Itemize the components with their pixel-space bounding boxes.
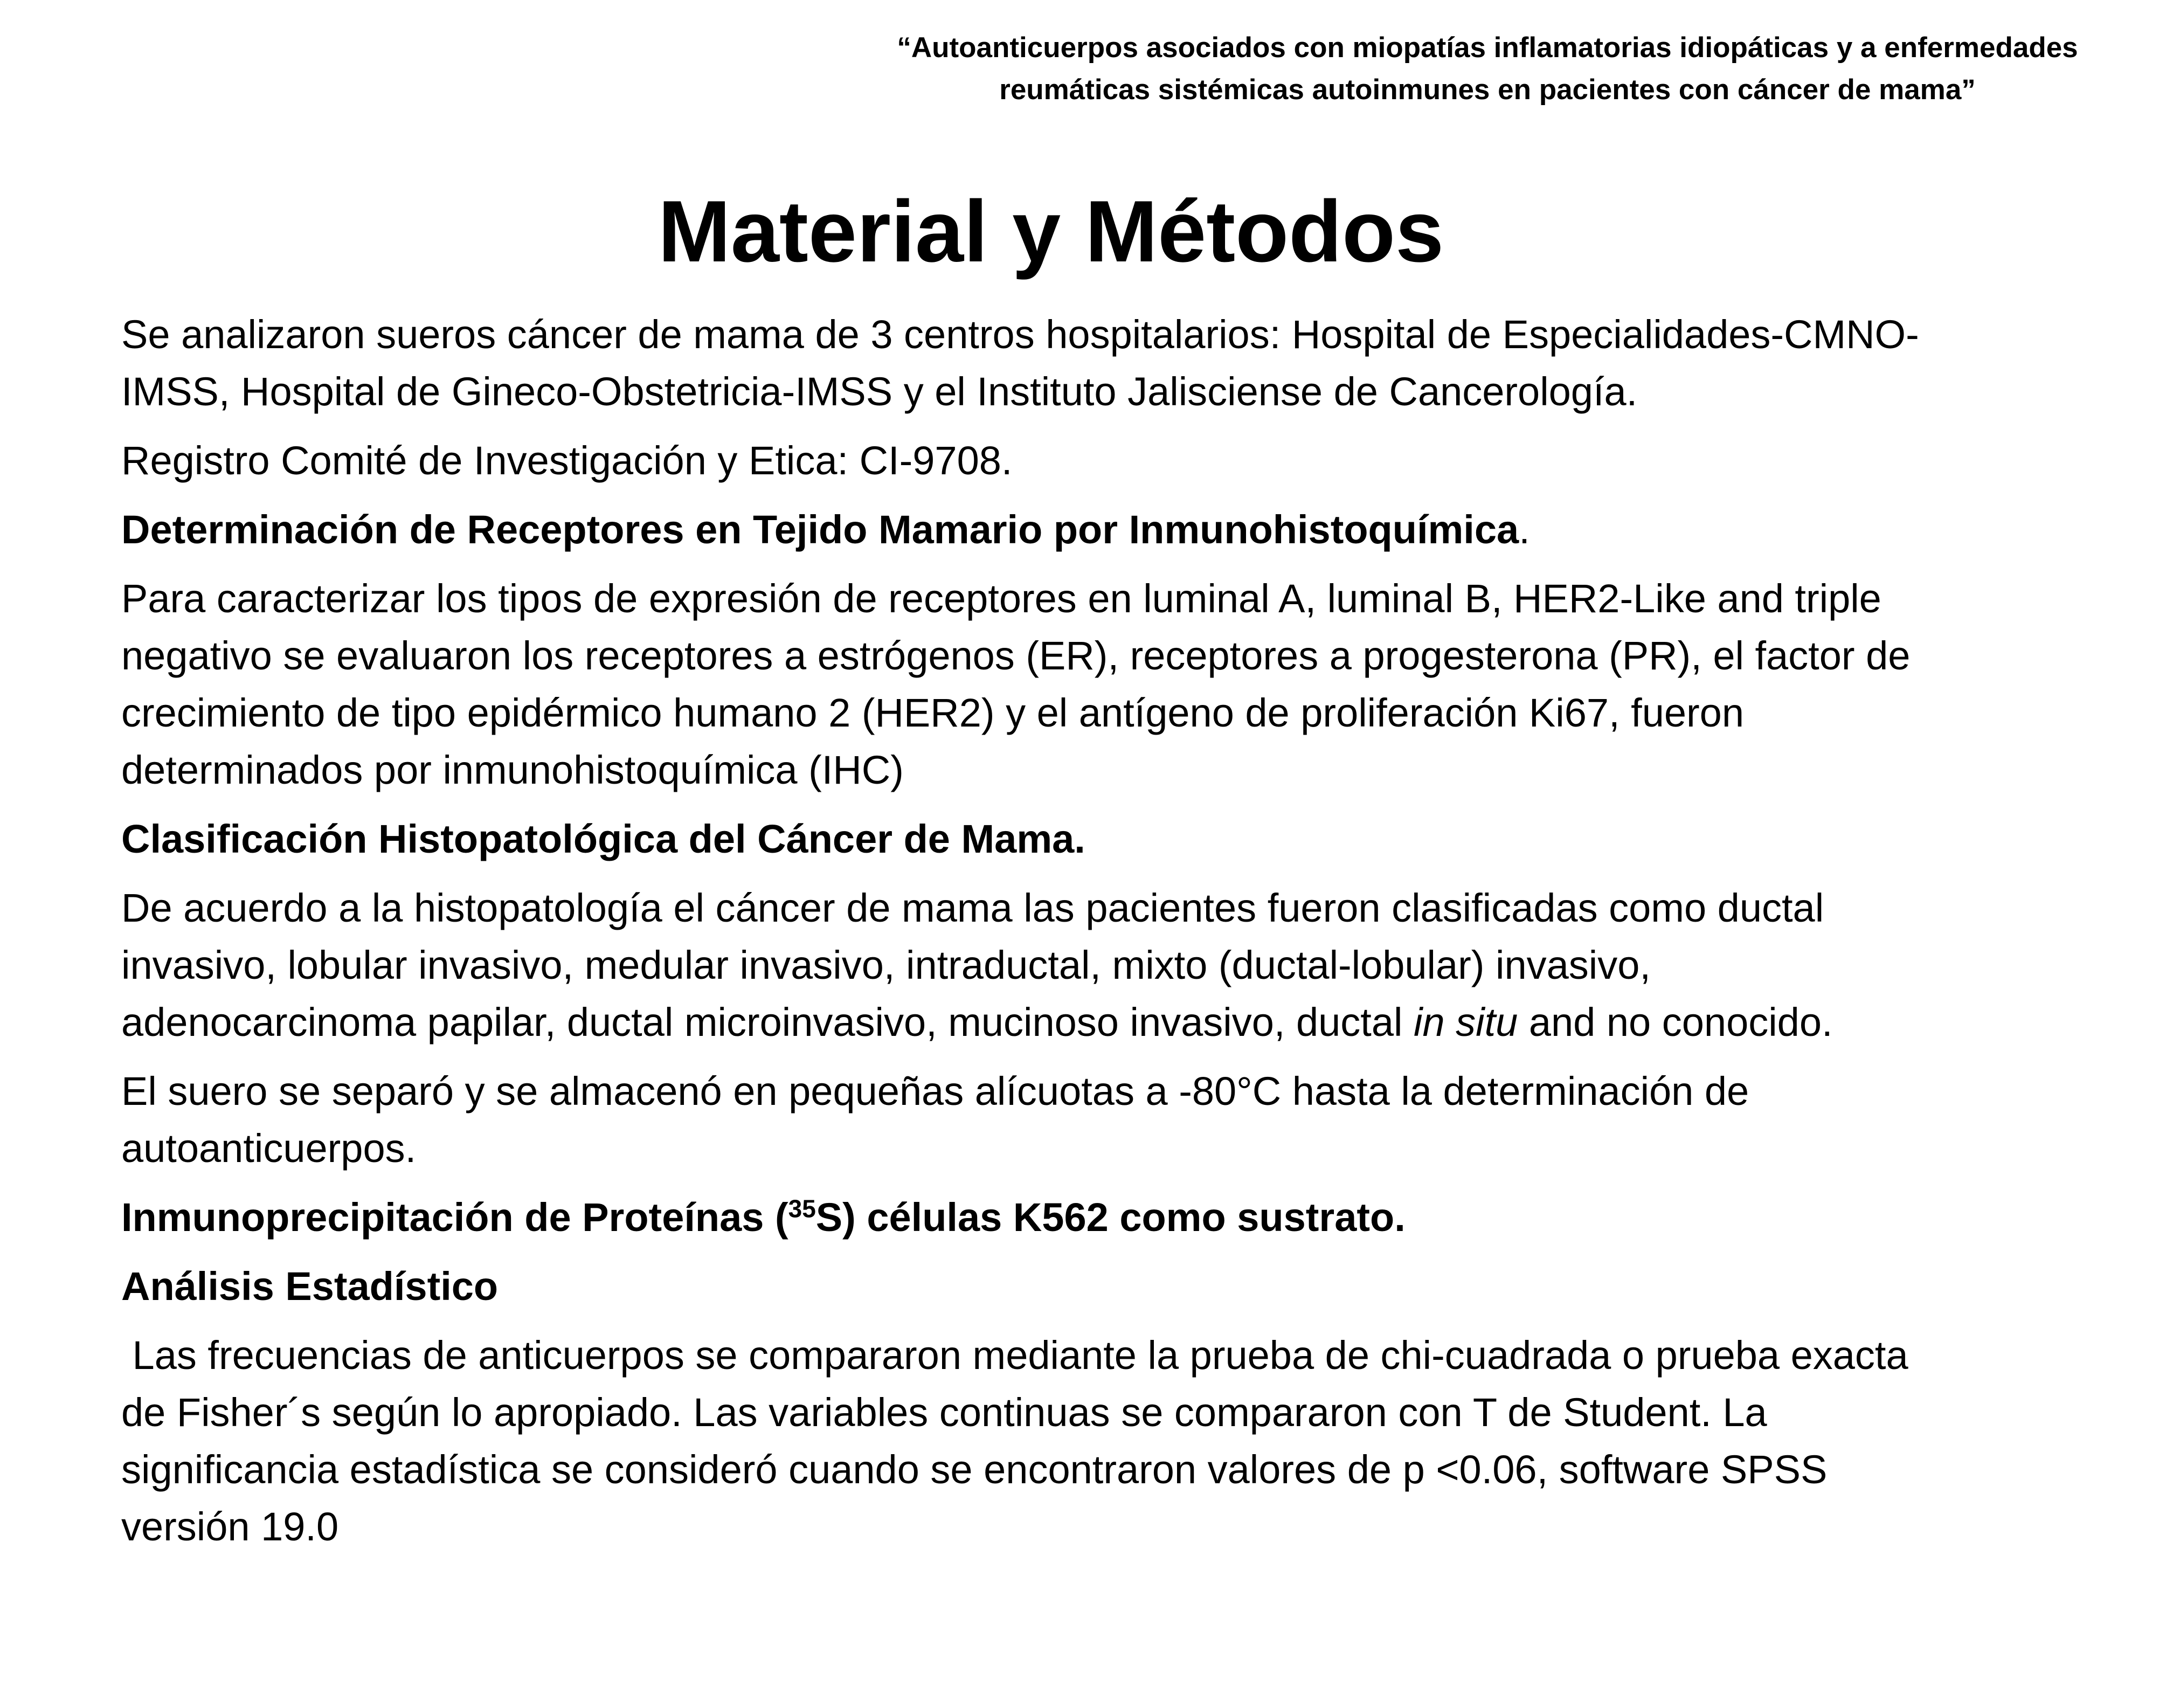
serum-line-1: El suero se separó y se almacenó en pequeñas alícuotas a -80°C hasta la determinación de xyxy=(121,1069,1749,1114)
receptors-paragraph xyxy=(121,570,2115,799)
ip-heading-start: Inmunoprecipitación de Proteínas ( xyxy=(121,1195,788,1240)
stats-paragraph xyxy=(121,1327,2115,1555)
intro-line-2: IMSS, Hospital de Gineco-Obstetricia-IMSS y el Instituto Jalisciense de Cancerología. xyxy=(121,369,1638,414)
serum-paragraph xyxy=(121,1063,2115,1177)
ip-heading xyxy=(121,1189,2115,1246)
stats-line-1: Las frecuencias de anticuerpos se compararon mediante la prueba de chi-cuadrada o prueba exacta xyxy=(121,1333,1908,1378)
receptors-line-2: negativo se evaluaron los receptores a estrógenos (ER), receptores a progesterona (PR), el factor de xyxy=(121,633,1911,678)
ip-heading-paragraph xyxy=(121,1189,2115,1246)
histopathology-line-3 xyxy=(121,994,2115,1051)
stats-line-4: versión 19.0 xyxy=(121,1504,339,1549)
ip-heading-superscript: 35 xyxy=(788,1194,816,1223)
stats-line-2: de Fisher´s según lo apropiado. Las variables continuas se compararon con T de Student. La xyxy=(121,1390,1767,1435)
histopathology-paragraph xyxy=(121,880,2115,1051)
serum-line-2: autoanticuerpos. xyxy=(121,1126,417,1171)
receptors-heading-paragraph xyxy=(121,501,2115,558)
ip-heading-end: S) células K562 como sustrato. xyxy=(815,1195,1406,1240)
registry-line: Registro Comité de Investigación y Etica: CI-9708. xyxy=(121,438,1013,483)
histopathology-line-3-end: and no conocido. xyxy=(1518,1000,1833,1045)
histopathology-line-1: De acuerdo a la histopatología el cáncer de mama las pacientes fueron clasificadas como ductal xyxy=(121,886,1824,930)
receptors-line-1: Para caracterizar los tipos de expresión de receptores en luminal A, luminal B, HER2-Like and triple xyxy=(121,576,1881,621)
receptors-heading-period: . xyxy=(1519,507,1530,552)
registry-paragraph xyxy=(121,432,2115,489)
intro-line-1: Se analizaron sueros cáncer de mama de 3 centros hospitalarios: Hospital de Especialidades-CMNO- xyxy=(121,312,1919,357)
receptors-heading-row xyxy=(121,501,2115,558)
receptors-line-3: crecimiento de tipo epidérmico humano 2 (HER2) y el antígeno de proliferación Ki67, fueron xyxy=(121,690,1744,735)
receptors-heading: Determinación de Receptores en Tejido Mamario por Inmunohistoquímica xyxy=(121,507,1519,552)
in-situ-italic: in situ xyxy=(1414,1000,1518,1045)
stats-heading: Análisis Estadístico xyxy=(121,1264,499,1309)
histopathology-heading-paragraph xyxy=(121,811,2115,868)
histopathology-line-3-start: adenocarcinoma papilar, ductal microinvasivo, mucinoso invasivo, ductal xyxy=(121,1000,1414,1045)
header-quote-line-2: reumáticas sistémicas autoinmunes en pacientes con cáncer de mama” xyxy=(999,74,1976,106)
histopathology-heading: Clasificación Histopatológica del Cáncer de Mama. xyxy=(121,817,1085,861)
header-quote xyxy=(884,27,2091,111)
stats-line-3: significancia estadística se consideró cuando se encontraron valores de p <0.06, software SPSS xyxy=(121,1447,1828,1492)
intro-paragraph xyxy=(121,306,2115,420)
stats-heading-paragraph xyxy=(121,1258,2115,1315)
header-quote-line-1: “Autoanticuerpos asociados con miopatías inflamatorias idiopáticas y a enfermedades xyxy=(897,32,2078,64)
receptors-line-4: determinados por inmunohistoquímica (IHC) xyxy=(121,748,904,792)
document-body xyxy=(121,306,2115,1567)
histopathology-line-2: invasivo, lobular invasivo, medular invasivo, intraductal, mixto (ductal-lobular) invasivo, xyxy=(121,943,1651,987)
page-title: Material y Métodos xyxy=(658,183,1444,280)
